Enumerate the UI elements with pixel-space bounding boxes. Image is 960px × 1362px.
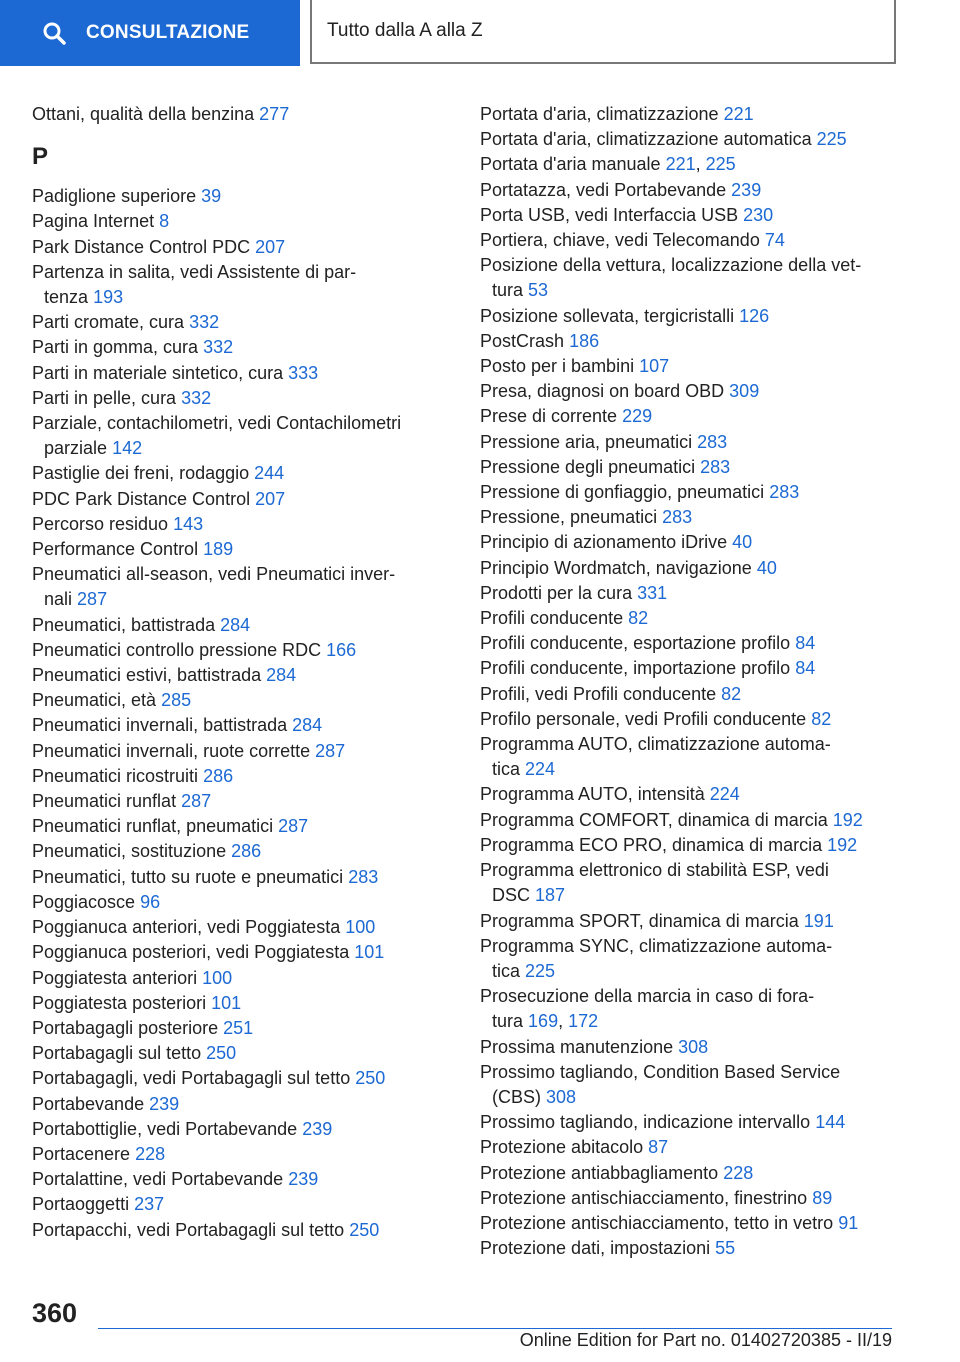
index-entry-text: Posizione della vettura, localizzazione della vet- <box>480 255 862 276</box>
page-reference-link[interactable]: 144 <box>815 1112 846 1133</box>
index-entry-text: Poggianuca anteriori, vedi Poggiatesta <box>32 917 341 938</box>
index-entry <box>32 1041 432 1066</box>
index-entry <box>32 260 432 310</box>
page-reference-link[interactable]: 207 <box>255 488 286 509</box>
page-reference-link[interactable]: 101 <box>211 992 242 1013</box>
index-entry-text: Pneumatici ricostruiti <box>32 765 199 786</box>
index-entry-text: Profili conducente, esportazione profilo <box>480 633 791 654</box>
page-reference-link[interactable]: 84 <box>795 633 816 654</box>
index-entry <box>480 606 895 631</box>
index-entry-text: Portabagagli, vedi Portabagagli sul tetto <box>32 1068 351 1089</box>
index-entry <box>480 127 895 152</box>
index-entry <box>480 304 895 329</box>
index-entry <box>480 404 895 429</box>
index-entry <box>32 1066 432 1091</box>
page-reference-link[interactable]: 101 <box>354 942 385 963</box>
index-entry-continuation: tica <box>492 960 521 981</box>
page-reference-link[interactable]: 142 <box>112 438 143 459</box>
page-reference-link[interactable]: 230 <box>743 204 774 225</box>
index-entry <box>32 386 432 411</box>
index-entry <box>32 814 432 839</box>
page-reference-link[interactable]: 224 <box>525 759 556 780</box>
page-reference-link[interactable]: 192 <box>827 834 858 855</box>
page-reference-link[interactable]: 82 <box>721 683 742 704</box>
page-reference-link[interactable]: 284 <box>266 665 297 686</box>
index-entry-text: Pneumatici, sostituzione <box>32 841 227 862</box>
index-entry-text: Pneumatici invernali, battistrada <box>32 715 288 736</box>
index-entry <box>480 1035 895 1060</box>
index-entry-text: Principio di azionamento iDrive <box>480 532 728 553</box>
index-entry-text: Posizione sollevata, tergicristalli <box>480 305 735 326</box>
index-entry-text: Portabottiglie, vedi Portabevande <box>32 1118 298 1139</box>
index-entry <box>32 865 432 890</box>
index-entry <box>32 1016 432 1041</box>
page-reference-link[interactable]: 331 <box>637 582 668 603</box>
index-entry <box>480 1110 895 1135</box>
index-entry-text: Prossima manutenzione <box>480 1036 674 1057</box>
index-entry: Portata d'aria manuale 221, 225 <box>480 154 736 175</box>
index-entry <box>480 505 895 530</box>
page-reference-link[interactable]: 239 <box>302 1118 333 1139</box>
index-entry-text: Parti in pelle, cura <box>32 387 177 408</box>
search-icon <box>42 21 66 45</box>
index-entry <box>480 329 895 354</box>
index-entry <box>480 530 895 555</box>
index-entry-text: Prossimo tagliando, Condition Based Service <box>480 1061 841 1082</box>
page-reference-link[interactable]: 308 <box>546 1086 577 1107</box>
page-reference-link[interactable]: 107 <box>639 356 670 377</box>
index-entry <box>480 228 895 253</box>
index-entry-text: Protezione abitacolo <box>480 1137 644 1158</box>
page-reference-link[interactable]: 251 <box>223 1017 254 1038</box>
index-entry-text: Portata d'aria, climatizzazione automatica <box>480 129 812 150</box>
index-column-right <box>480 102 895 1261</box>
page-reference-link[interactable]: 221 <box>723 104 754 124</box>
index-entry <box>32 1117 432 1142</box>
index-entry <box>32 102 432 127</box>
index-entry <box>32 991 432 1016</box>
page-reference-link[interactable]: 96 <box>140 891 161 912</box>
index-entry-text: Portapacchi, vedi Portabagagli sul tetto <box>32 1219 345 1240</box>
page-reference-link[interactable]: 284 <box>292 715 323 736</box>
index-entry-text: Park Distance Control PDC <box>32 236 251 257</box>
index-entry-text: Pressione degli pneumatici <box>480 456 696 477</box>
page-reference-link[interactable]: 285 <box>161 690 192 711</box>
index-entry-text: Performance Control <box>32 539 199 560</box>
index-entry <box>480 934 895 984</box>
page-reference-link[interactable]: 244 <box>254 463 285 484</box>
index-entry <box>32 1167 432 1192</box>
page-reference-link[interactable]: 207 <box>255 236 286 257</box>
index-entry-text: Pressione, pneumatici <box>480 507 658 528</box>
index-entry <box>32 789 432 814</box>
index-letter-heading: P <box>32 143 49 171</box>
index-entry-text: Protezione antischiacciamento, finestrino <box>480 1187 808 1208</box>
index-entry-text: Parti in gomma, cura <box>32 337 199 358</box>
index-entry <box>32 487 432 512</box>
index-entry-text: Portalattine, vedi Portabevande <box>32 1169 284 1190</box>
index-entry-text: Portabevande <box>32 1093 145 1114</box>
page-reference-link[interactable]: 74 <box>764 230 785 251</box>
index-entry-text: Portaoggetti <box>32 1194 130 1215</box>
page-reference-link[interactable]: 166 <box>326 639 357 660</box>
page-number: 360 <box>32 1298 78 1328</box>
page-reference-link[interactable]: 287 <box>315 740 346 761</box>
tab-consultazione-label: CONSULTAZIONE <box>86 22 250 43</box>
index-entry <box>480 732 895 782</box>
index-entry <box>32 361 432 386</box>
index-entry <box>480 1211 895 1236</box>
index-entry-text: Protezione antiabbagliamento <box>480 1162 719 1183</box>
index-entry-text: Pneumatici estivi, battistrada <box>32 665 262 686</box>
page-reference-link[interactable]: 239 <box>288 1169 319 1190</box>
index-entry-text: Principio Wordmatch, navigazione <box>480 557 752 578</box>
index-entry <box>32 310 432 335</box>
index-entry <box>480 1060 895 1110</box>
page-reference-link[interactable]: 283 <box>769 482 800 503</box>
index-entry <box>480 455 895 480</box>
index-entry-text: Portabagagli posteriore <box>32 1017 219 1038</box>
page-reference-link[interactable]: 225 <box>525 960 556 981</box>
index-entry <box>480 379 895 404</box>
page-reference-link[interactable]: 250 <box>349 1219 380 1240</box>
page-reference-link[interactable]: 239 <box>149 1093 180 1114</box>
index-entry-text: Profili, vedi Profili conducente <box>480 683 717 704</box>
index-entry-text: Programma SPORT, dinamica di marcia <box>480 910 799 931</box>
page-reference-link[interactable]: 55 <box>715 1238 736 1259</box>
index-entry <box>32 537 432 562</box>
page-reference-link[interactable]: 82 <box>628 608 649 629</box>
index-entry-continuation: nali <box>44 589 73 610</box>
page-reference-link[interactable]: 8 <box>159 211 170 232</box>
index-entry <box>32 1218 432 1243</box>
page-reference-link[interactable]: 283 <box>697 431 728 452</box>
index-entry-text: Programma elettronico di stabilità ESP, vedi <box>480 860 829 881</box>
index-entry <box>32 209 432 234</box>
index-entry <box>32 1092 432 1117</box>
page-reference-link[interactable]: 100 <box>345 917 376 938</box>
index-entry-continuation: tica <box>492 759 521 780</box>
page-reference-link[interactable]: 287 <box>278 816 309 837</box>
index-entry <box>480 581 895 606</box>
footer-divider <box>98 1328 892 1329</box>
index-entry <box>480 656 895 681</box>
index-entry-text: Prese di corrente <box>480 406 618 427</box>
page-reference-link[interactable]: 308 <box>678 1036 709 1057</box>
index-entry-text: PDC Park Distance Control <box>32 488 251 509</box>
page-reference-link[interactable]: 229 <box>622 406 653 427</box>
index-entry-text: Poggianuca posteriori, vedi Poggiatesta <box>32 942 350 963</box>
index-entry-text: Pneumatici, tutto su ruote e pneumatici <box>32 866 344 887</box>
page-reference-link[interactable]: 82 <box>811 708 832 729</box>
index-entry-text: Protezione dati, impostazioni <box>480 1238 711 1259</box>
page-reference-link[interactable]: 187 <box>535 885 566 906</box>
index-entry <box>480 833 895 858</box>
index-entry-text: Parziale, contachilometri, vedi Contachilometri <box>32 413 402 434</box>
index-entry-continuation: tura <box>492 1011 524 1032</box>
page-reference-link[interactable]: 87 <box>648 1137 669 1158</box>
page-reference-link[interactable]: 286 <box>231 841 262 862</box>
index-entry <box>480 1161 895 1186</box>
index-entry-continuation: tenza <box>44 287 89 308</box>
page-reference-link[interactable]: 239 <box>731 179 762 200</box>
index-entry <box>480 782 895 807</box>
index-column-left <box>32 102 432 1243</box>
page-reference-link[interactable]: 126 <box>739 305 770 326</box>
index-entry-text: Programma SYNC, climatizzazione automa- <box>480 935 833 956</box>
index-entry <box>480 480 895 505</box>
index-entry-text: Porta USB, vedi Interfaccia USB <box>480 204 739 225</box>
index-entry <box>480 556 895 581</box>
index-entry-continuation: tura <box>492 280 524 301</box>
index-entry <box>32 839 432 864</box>
index-entry-text: Programma COMFORT, dinamica di marcia <box>480 809 828 830</box>
page-reference-link[interactable]: 250 <box>206 1043 237 1064</box>
page-header <box>0 0 960 66</box>
index-entry <box>480 354 895 379</box>
index-entry-text: Portabagagli sul tetto <box>32 1043 202 1064</box>
page-reference-link[interactable]: 89 <box>812 1187 833 1208</box>
index-entry-text: Padiglione superiore <box>32 186 197 207</box>
page-reference-link[interactable]: 309 <box>729 381 760 402</box>
index-entry-text: Posto per i bambini <box>480 356 635 377</box>
page-reference-link[interactable]: 228 <box>723 1162 754 1183</box>
page-reference-link[interactable]: 224 <box>709 784 740 805</box>
section-title-tab[interactable] <box>310 0 896 64</box>
index-entry-text: PostCrash <box>480 330 565 351</box>
index-entry-text: Presa, diagnosi on board OBD <box>480 381 725 402</box>
index-entry-text: Prossimo tagliando, indicazione intervallo <box>480 1112 811 1133</box>
page-reference-link[interactable]: 189 <box>203 539 234 560</box>
page-reference-link[interactable]: 100 <box>202 967 233 988</box>
page-reference-link[interactable]: 283 <box>700 456 731 477</box>
page-reference-link[interactable]: 332 <box>203 337 234 358</box>
index-entry-text: Profilo personale, vedi Profili conducente <box>480 708 807 729</box>
page-reference-link[interactable]: 237 <box>134 1194 165 1215</box>
page-reference-link[interactable]: 283 <box>662 507 693 528</box>
index-entry <box>480 631 895 656</box>
page-reference-link[interactable]: 333 <box>288 362 319 383</box>
page-reference-link[interactable]: 186 <box>569 330 600 351</box>
page-reference-link[interactable]: 84 <box>795 658 816 679</box>
index-entry <box>480 102 895 127</box>
index-entry-text: Programma AUTO, climatizzazione automa- <box>480 734 831 755</box>
index-entry <box>480 1135 895 1160</box>
page-reference-link[interactable]: 228 <box>135 1143 166 1164</box>
page-reference-link[interactable]: 40 <box>732 532 753 553</box>
page-reference-link[interactable]: 143 <box>173 513 204 534</box>
index-entry-text: Programma ECO PRO, dinamica di marcia <box>480 834 823 855</box>
index-entry-text: Prodotti per la cura <box>480 582 633 603</box>
index-entry-text: Pneumatici, età <box>32 690 157 711</box>
index-entry <box>480 808 895 833</box>
index-entry <box>32 184 432 209</box>
index-entry <box>480 203 895 228</box>
footer-edition-text: Online Edition for Part no. 01402720385 - II/19 <box>519 1330 892 1350</box>
index-entry-text: Portiera, chiave, vedi Telecomando <box>480 230 760 251</box>
index-entry <box>480 253 895 303</box>
index-entry-text: Poggiatesta posteriori <box>32 992 207 1013</box>
index-entry <box>32 739 432 764</box>
index-entry <box>32 562 432 612</box>
page-reference-link[interactable]: 221 <box>665 154 696 175</box>
index-entry <box>32 512 432 537</box>
page-reference-link[interactable]: 192 <box>832 809 863 830</box>
index-entry <box>32 663 432 688</box>
index-entry-continuation: parziale <box>44 438 108 459</box>
index-entry-text: Pneumatici invernali, ruote corrette <box>32 740 311 761</box>
section-title: Tutto dalla A alla Z <box>327 20 483 41</box>
index-entry <box>32 915 432 940</box>
index-entry <box>32 940 432 965</box>
index-entry-text: Percorso residuo <box>32 513 169 534</box>
index-entry-text: Protezione antischiacciamento, tetto in vetro <box>480 1212 834 1233</box>
index-entry <box>32 764 432 789</box>
index-entry <box>32 890 432 915</box>
page-reference-link[interactable]: 287 <box>181 791 212 812</box>
index-entry-text: Parti cromate, cura <box>32 312 185 333</box>
page-reference-link[interactable]: 225 <box>816 129 847 150</box>
page-reference-link[interactable]: 39 <box>201 186 222 207</box>
index-entry <box>32 1142 432 1167</box>
page-reference-link[interactable]: 40 <box>756 557 777 578</box>
page-reference-link[interactable]: 277 <box>259 104 290 124</box>
index-entry-text: Partenza in salita, vedi Assistente di par- <box>32 261 357 282</box>
page-reference-link[interactable]: 193 <box>93 287 124 308</box>
page-reference-link[interactable]: 284 <box>220 614 251 635</box>
index-entry-text: Pneumatici runflat <box>32 791 177 812</box>
index-entry <box>32 966 432 991</box>
page-reference-link[interactable]: 53 <box>528 280 549 301</box>
index-entry <box>480 858 895 908</box>
page-reference-link[interactable]: 191 <box>803 910 834 931</box>
page-reference-link[interactable]: 172 <box>568 1011 599 1032</box>
index-entry-text: Poggiatesta anteriori <box>32 967 198 988</box>
index-entry-text: Profili conducente <box>480 608 624 629</box>
index-entry-text: Pastiglie dei freni, rodaggio <box>32 463 250 484</box>
index-entry <box>32 411 432 461</box>
index-entry <box>480 1186 895 1211</box>
index-entry <box>480 909 895 934</box>
page-reference-link[interactable]: 169 <box>528 1011 559 1032</box>
index-entry-text: Portata d'aria, climatizzazione <box>480 104 719 124</box>
index-entry-text: Pagina Internet <box>32 211 155 232</box>
page-reference-link[interactable]: 91 <box>838 1212 859 1233</box>
page-reference-link[interactable]: 250 <box>355 1068 386 1089</box>
index-entry <box>32 1192 432 1217</box>
page-reference-link[interactable]: 287 <box>77 589 108 610</box>
index-entry <box>480 682 895 707</box>
index-entry <box>32 461 432 486</box>
tab-consultazione[interactable] <box>0 0 300 66</box>
index-entry <box>480 430 895 455</box>
index-entry-text: Pressione aria, pneumatici <box>480 431 693 452</box>
index-entry-text: Programma AUTO, intensità <box>480 784 705 805</box>
page-reference-link[interactable]: 332 <box>181 387 212 408</box>
index-entry: Prosecuzione della marcia in caso di fora- tura 169, 172 <box>480 986 815 1032</box>
index-entry <box>32 613 432 638</box>
index-entry <box>32 335 432 360</box>
index-entry-text: Profili conducente, importazione profilo <box>480 658 791 679</box>
index-entry-text: Poggiacosce <box>32 891 136 912</box>
index-entry-text: Pneumatici controllo pressione RDC <box>32 639 322 660</box>
index-entry-text: Pneumatici runflat, pneumatici <box>32 816 274 837</box>
index-entry-text: Pneumatici, battistrada <box>32 614 216 635</box>
page-reference-link[interactable]: 286 <box>203 765 234 786</box>
index-entry-continuation: (CBS) <box>492 1086 541 1107</box>
index-entry <box>480 1236 895 1261</box>
index-entry-text: Portatazza, vedi Portabevande <box>480 179 727 200</box>
index-entry <box>32 688 432 713</box>
index-entry <box>480 178 895 203</box>
index-entry <box>480 707 895 732</box>
index-entry <box>32 713 432 738</box>
page-reference-link[interactable]: 332 <box>189 312 220 333</box>
index-entry <box>32 638 432 663</box>
index-entry-text: Portata d'aria manuale <box>480 154 661 175</box>
index-entry-continuation: DSC <box>492 885 531 906</box>
index-entry-text: Pressione di gonfiaggio, pneumatici <box>480 482 765 503</box>
page-reference-link[interactable]: 283 <box>348 866 379 887</box>
index-entry-text: Ottani, qualità della benzina <box>32 104 255 124</box>
index-entry <box>32 235 432 260</box>
page-reference-link[interactable]: 225 <box>705 154 736 175</box>
index-entry-text: Portacenere <box>32 1143 131 1164</box>
index-entry-text: Pneumatici all-season, vedi Pneumatici inver- <box>32 564 396 585</box>
index-entry-text: Parti in materiale sintetico, cura <box>32 362 284 383</box>
index-entry-text: Prosecuzione della marcia in caso di fora- <box>480 986 815 1007</box>
